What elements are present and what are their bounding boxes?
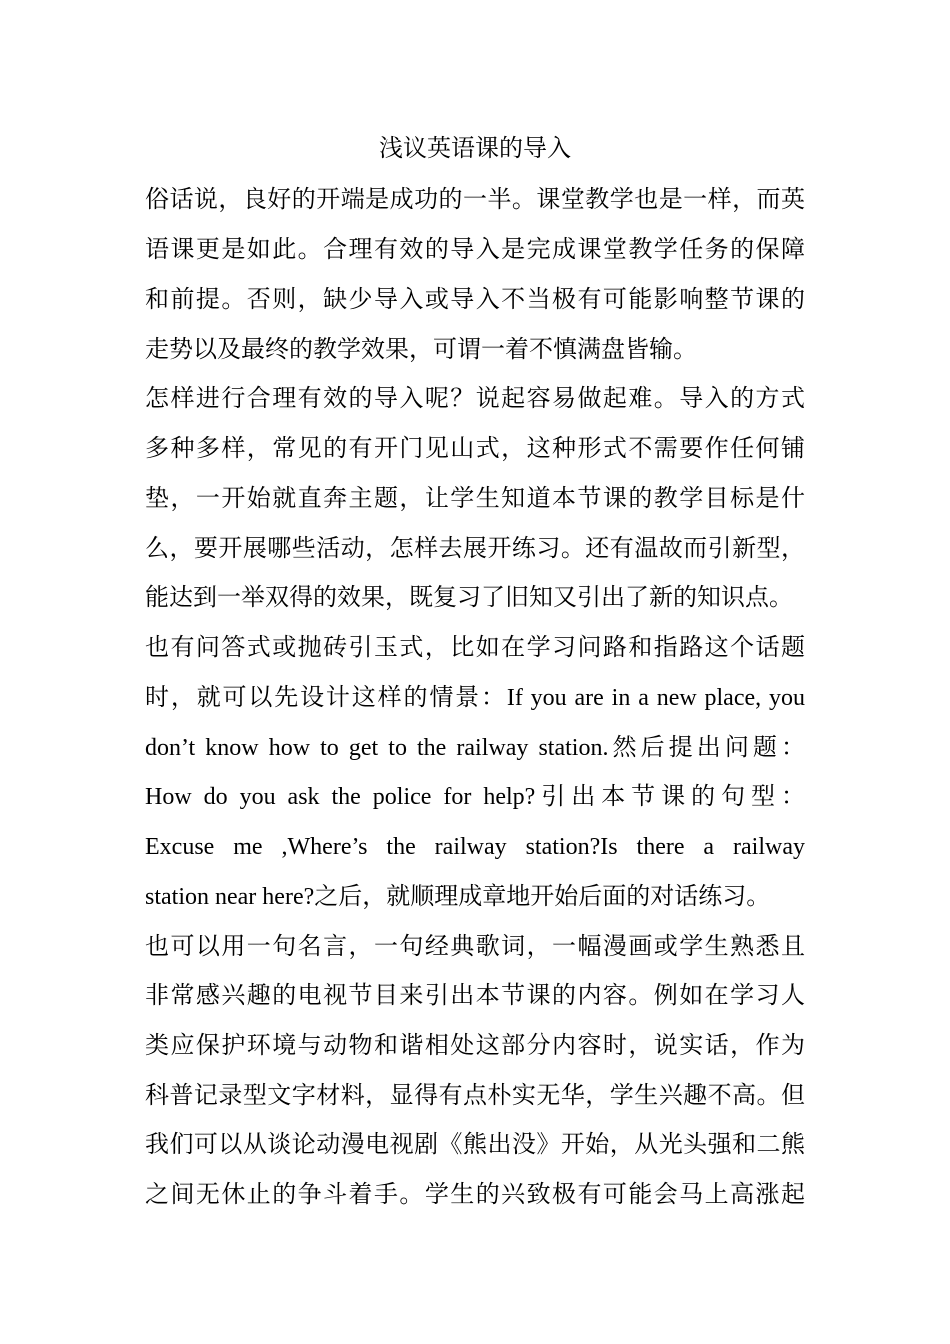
paragraph-line: 类应保护环境与动物和谐相处这部分内容时，说实话，作为 xyxy=(145,1033,805,1059)
paragraph-line: 科普记录型文字材料，显得有点朴实无华，学生兴趣不高。但 xyxy=(145,1083,805,1109)
paragraph-line: 时，就可以先设计这样的情景：If you are in a new place, you xyxy=(145,685,805,711)
paragraph-line: 我们可以从谈论动漫电视剧《熊出没》开始，从光头强和二熊 xyxy=(145,1132,805,1158)
paragraph-line: 能达到一举双得的效果，既复习了旧知又引出了新的知识点。 xyxy=(145,585,793,611)
paragraph-line: How do you ask the police for help?引出本节课的句型： xyxy=(145,784,805,810)
paragraph-line: 多种多样，常见的有开门见山式，这种形式不需要作任何铺 xyxy=(145,436,805,462)
paragraph-line: 也可以用一句名言，一句经典歌词，一幅漫画或学生熟悉且 xyxy=(145,934,805,960)
paragraph-line: 也有问答式或抛砖引玉式，比如在学习问路和指路这个话题 xyxy=(145,635,805,661)
paragraph-line: don’t know how to get to the railway station.然后提出问题： xyxy=(145,735,805,761)
paragraph-line: 和前提。否则，缺少导入或导入不当极有可能影响整节课的 xyxy=(145,287,805,313)
paragraph-line: 垫，一开始就直奔主题，让学生知道本节课的教学目标是什 xyxy=(145,486,805,512)
paragraph-line: station near here?之后，就顺理成章地开始后面的对话练习。 xyxy=(145,884,771,910)
paragraph-line: Excuse me ,Where’s the railway station?Is there a railway xyxy=(145,834,805,860)
paragraph-line: 非常感兴趣的电视节目来引出本节课的内容。例如在学习人 xyxy=(145,983,805,1009)
paragraph-line: 么，要开展哪些活动，怎样去展开练习。还有温故而引新型， xyxy=(145,536,805,562)
paragraph-line: 怎样进行合理有效的导入呢？说起容易做起难。导入的方式 xyxy=(145,386,805,412)
paragraph-line: 语课更是如此。合理有效的导入是完成课堂教学任务的保障 xyxy=(145,237,805,263)
paragraph-line: 俗话说，良好的开端是成功的一半。课堂教学也是一样，而英 xyxy=(145,187,805,213)
document-title: 浅议英语课的导入 xyxy=(379,134,571,162)
paragraph-line: 之间无休止的争斗着手。学生的兴致极有可能会马上高涨起 xyxy=(145,1182,805,1208)
paragraph-line: 走势以及最终的教学效果，可谓一着不慎满盘皆输。 xyxy=(145,337,697,363)
